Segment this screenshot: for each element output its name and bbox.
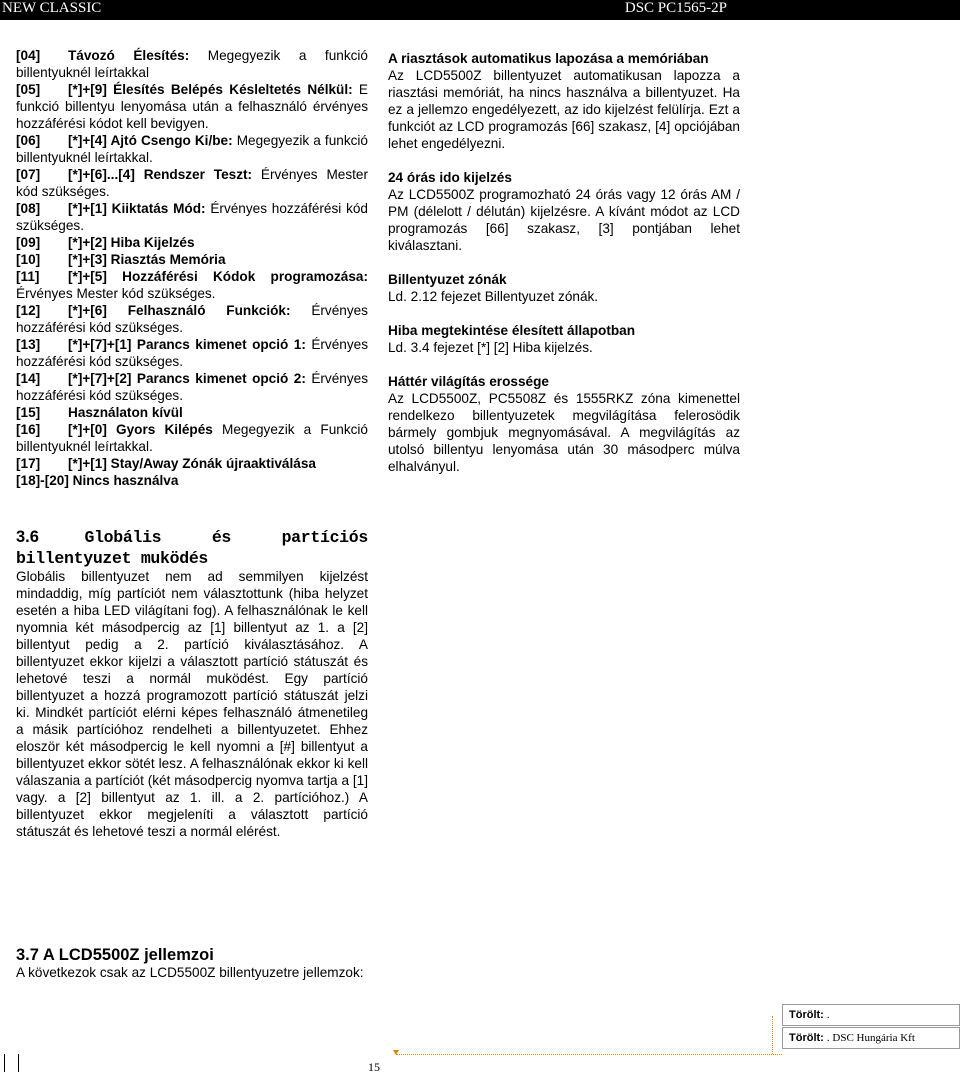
section-heading: Háttér világítás erossége <box>388 374 549 389</box>
list-item: [13] [*]+[7]+[1] Parancs kimenet opció 1: Érvényes hozzáférési kód szükséges. <box>16 337 368 369</box>
header-left: NEW CLASSIC <box>2 0 102 16</box>
margin-bar <box>18 1054 19 1072</box>
deletion-comment-2[interactable]: Törölt: . DSC Hungária Kft <box>782 1027 960 1049</box>
list-item: [17] [*]+[1] Stay/Away Zónák újraaktiválása <box>16 456 316 471</box>
list-item: [05] [*]+[9] Élesítés Belépés Késleltetés Nélkül: E funkció billentyu lenyomása után a felhasználó érvényes hozzáférési kódot kell bevigyen. <box>16 82 369 131</box>
section-body: Az LCD5500Z programozható 24 órás vagy 12 órás AM / PM (délelott / délután) kijelzésre. A kívánt módot az LCD programozás [66] szakasz, [3] pontjában lehet kiválasztani. <box>388 187 740 253</box>
section-3-7-title: 3.7 A LCD5500Z jellemzoi <box>16 946 214 964</box>
section-3-6-title: 3.6 Globális és partíciós billentyuzet muködés <box>16 528 368 568</box>
list-item: [07] [*]+[6]...[4] Rendszer Teszt: Érvényes Mester kód szükséges. <box>16 167 368 199</box>
tracking-line <box>396 1054 782 1055</box>
list-item: [04] Távozó Élesítés: Megegyezik a funkció billentyuknél leírtakkal <box>16 48 368 80</box>
list-item: [08] [*]+[1] Kiiktatás Mód: Érvényes hozzáférési kód szükséges. <box>16 201 368 233</box>
section-body: Ld. 3.4 fejezet [*] [2] Hiba kijelzés. <box>388 340 593 355</box>
header-right: DSC PC1565-2P <box>624 0 727 16</box>
page-header <box>0 0 960 20</box>
section-heading: Hiba megtekintése élesített állapotban <box>388 323 636 338</box>
deletion-comment-1[interactable]: Törölt: . <box>782 1004 960 1026</box>
section-body: Ld. 2.12 fejezet Billentyuzet zónák. <box>388 289 599 304</box>
list-item: [15] Használaton kívül <box>16 405 183 420</box>
list-item: [14] [*]+[7]+[2] Parancs kimenet opció 2: Érvényes hozzáférési kód szükséges. <box>16 371 368 403</box>
section-3-6-body: Globális billentyuzet nem ad semmilyen kijelzést mindaddig, míg partíciót nem választottunk (hiba helyzet esetén a hiba LED világítani fog). A felhasználónak le kell nyomnia két másodpercig az [1] billentyut az 1. a [2] billentyut pedig a 2. partíció kiválasztásához. A billentyuzet ekkor kijelzi a választott partíció státuszát és lehetové teszi a normál muködést. Egy partíció billentyuzet a hozzá programozott partíció státuszát jelzi ki. Mindkét partíciót elérni képes felhasználó átmenetileg a másik partícióhoz rendelheti a billentyuzetet. Ehhez eloször két másodpercig le kell nyomni a [#] billentyut a billentyuzet ekkor sötét lesz. A felhasználónak ekkor ki kell válaszania a partíciót (két másodpercig nyomva tartja a [1] vagy. a [2] billentyut az 1. ill. a 2. partícióhoz.) A billentyuzet ekkor megjeleníti a választott partíció státuszát és lehetové teszi a normál elérést. <box>16 569 368 839</box>
section-body: Az LCD5500Z, PC5508Z és 1555RKZ zóna kimenettel rendelkezo billentyuzetek megvilágítása felerosödik bármely gombjuk megnyomásával. A megvilágítás az utolsó billentyu lenyomása után 30 másodperc múlva elhalványul. <box>388 391 740 474</box>
list-item: [18]-[20] Nincs használva <box>16 473 179 488</box>
list-item: [06] [*]+[4] Ajtó Csengo Ki/be: Megegyezik a funkció billentyuknél leírtakkal. <box>16 133 368 165</box>
list-item: [12] [*]+[6] Felhasználó Funkciók: Érvényes hozzáférési kód szükséges. <box>16 303 368 335</box>
section-body: Az LCD5500Z billentyuzet automatikusan lapozza a riasztási memóriát, ha nincs használva a billentyuzet. Ha ez a jellemzo engedélyezett, az ido kijelzést felülírja. Ezt a funkciót az LCD programozás [66] szakasz, [4] opciójában lehet engedélyezni. <box>388 68 740 151</box>
section-heading: 24 órás ido kijelzés <box>388 170 512 185</box>
list-item: [16] [*]+[0] Gyors Kilépés Megegyezik a Funkció billentyuknél leírtakkal. <box>16 422 368 454</box>
right-column <box>388 50 740 475</box>
section-3-7-body: A következok csak az LCD5500Z billentyuzetre jellemzok: <box>16 965 364 980</box>
section-heading: Billentyuzet zónák <box>388 272 507 287</box>
page-number: 15 <box>368 1060 380 1074</box>
left-column <box>16 47 368 489</box>
section-heading: A riasztások automatikus lapozása a memóriában <box>388 51 709 66</box>
margin-bar <box>4 1054 5 1072</box>
list-item: [11] [*]+[5] Hozzáférési Kódok programozása: Érvényes Mester kód szükséges. <box>16 269 368 301</box>
list-item: [09] [*]+[2] Hiba Kijelzés <box>16 235 195 250</box>
list-item: [10] [*]+[3] Riasztás Memória <box>16 252 226 267</box>
